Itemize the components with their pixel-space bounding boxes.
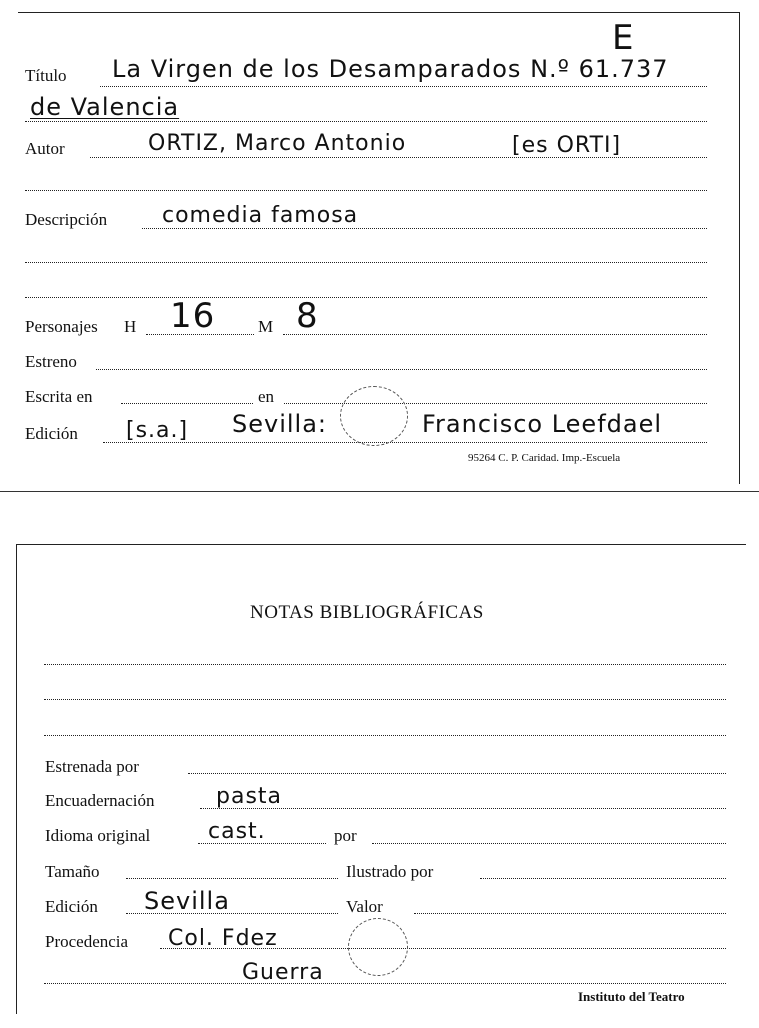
estreno-line <box>96 369 707 370</box>
idioma-por-line <box>372 843 726 844</box>
titulo-value: La Virgen de los Desamparados N.º 61.737 <box>112 55 669 83</box>
personajes-h-label: H <box>124 317 137 336</box>
ilustrado-line <box>480 878 726 879</box>
personajes-m-label: M <box>258 317 274 336</box>
notas-line-2 <box>44 699 726 700</box>
personajes-label: Personajes <box>25 317 98 336</box>
procedencia-label: Procedencia <box>45 932 129 951</box>
titulo-label: Título <box>25 66 67 85</box>
notas-line-3 <box>44 735 726 736</box>
personajes-m-line <box>283 334 707 335</box>
descripcion-value: comedia famosa <box>162 203 359 228</box>
estreno-label: Estreno <box>25 352 77 371</box>
idioma-por-label: por <box>334 826 357 845</box>
estrenada-label: Estrenada por <box>45 757 139 776</box>
autor-note: [es ORTI] <box>512 133 622 158</box>
descripcion-line-2 <box>25 262 707 263</box>
back-edicion-label: Edición <box>45 897 98 916</box>
tamano-line <box>126 878 338 879</box>
edicion-label: Edición <box>25 424 78 443</box>
ilustrado-label: Ilustrado por <box>346 862 434 881</box>
procedencia-line-2 <box>44 983 726 984</box>
encuadernacion-label: Encuadernación <box>45 791 155 810</box>
escrita-en-label: en <box>258 387 275 406</box>
escrita-label: Escrita en <box>25 387 93 406</box>
library-stamp <box>340 386 408 446</box>
notas-heading: NOTAS BIBLIOGRÁFICAS <box>250 602 484 623</box>
autor-line-2 <box>25 190 707 191</box>
personajes-m-value: 8 <box>296 296 319 336</box>
procedencia-value-1: Col. Fdez <box>168 926 278 951</box>
idioma-value: cast. <box>208 819 266 844</box>
valor-label: Valor <box>346 897 383 916</box>
titulo-value-2: de Valencia <box>30 93 180 121</box>
card-cut-line <box>0 491 759 492</box>
autor-label: Autor <box>25 139 65 158</box>
descripcion-line <box>142 228 707 229</box>
tamano-label: Tamaño <box>45 862 100 881</box>
titulo-line-2 <box>25 121 707 122</box>
idioma-label: Idioma original <box>45 826 151 845</box>
encuadernacion-value: pasta <box>216 784 283 809</box>
autor-value: ORTIZ, Marco Antonio <box>148 131 407 156</box>
valor-line <box>414 913 726 914</box>
procedencia-value-2: Guerra <box>242 960 324 985</box>
notas-line-1 <box>44 664 726 665</box>
edicion-value-city: Sevilla: <box>232 410 327 438</box>
titulo-line <box>100 86 707 87</box>
estrenada-line <box>188 773 726 774</box>
printer-imprint: 95264 C. P. Caridad. Imp.-Escuela <box>468 452 621 464</box>
edicion-line <box>103 442 707 443</box>
corner-mark: E <box>612 18 635 58</box>
back-library-stamp <box>348 918 408 976</box>
personajes-h-value: 16 <box>170 296 216 336</box>
institution-footer: Instituto del Teatro <box>578 989 685 1004</box>
descripcion-line-3 <box>25 297 707 298</box>
edicion-value-printer: Francisco Leefdael <box>422 410 663 438</box>
descripcion-label: Descripción <box>25 210 108 229</box>
escrita-line <box>121 403 253 404</box>
back-edicion-value: Sevilla <box>144 887 230 915</box>
edicion-value-sa: [s.a.] <box>126 418 189 443</box>
